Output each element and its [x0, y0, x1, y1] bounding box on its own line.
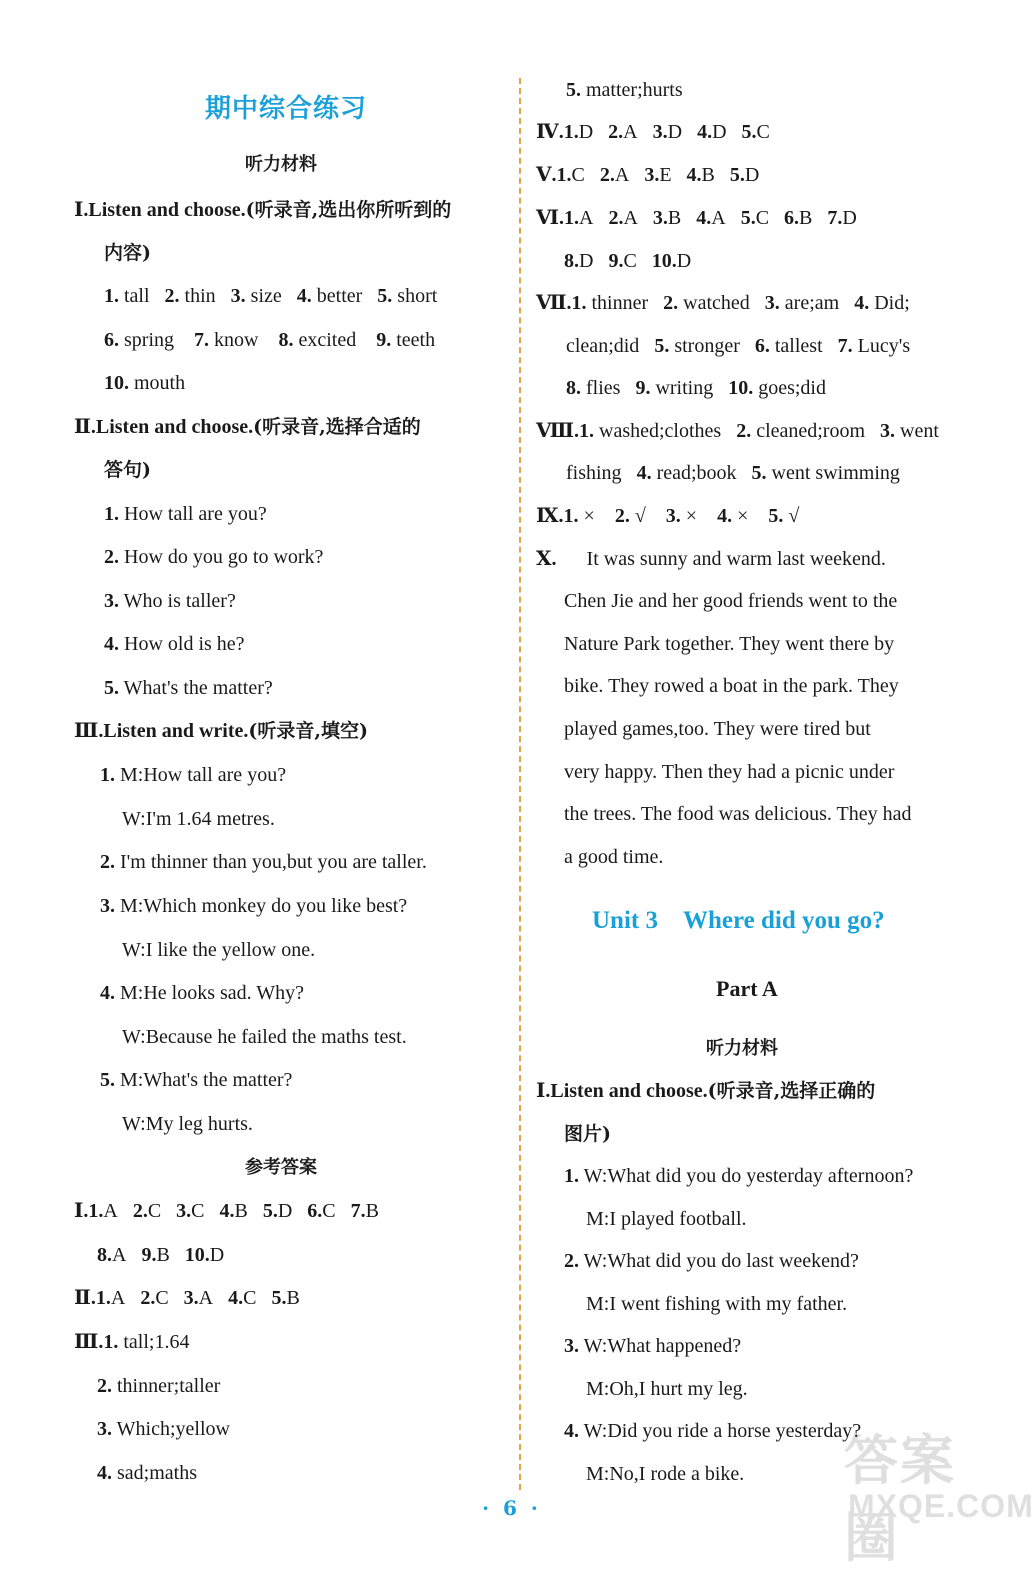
answer-numeral: Ⅸ.: [536, 505, 564, 527]
dialogue-line: [564, 1419, 861, 1443]
unit-title: Unit 3 Where did you go?: [592, 907, 885, 934]
item-text: Who is taller?: [123, 590, 236, 612]
answer-number: 3.: [764, 292, 780, 314]
column-divider: [519, 78, 521, 1490]
answer-number: 7.: [827, 207, 843, 229]
answer-number: 2.: [736, 420, 752, 442]
answer-number: 10.: [184, 1244, 210, 1266]
passage-line: a good time.: [564, 846, 664, 868]
item-number: 2.: [164, 285, 180, 307]
item-word: short: [397, 285, 438, 307]
item-number: 9.: [376, 329, 392, 351]
question-title: Listen and choose.: [95, 416, 254, 438]
answer-value: C: [756, 121, 770, 143]
passage-line: bike. They rowed a boat in the park. They: [564, 675, 899, 697]
answer-value: clean;did: [566, 335, 640, 357]
answer-value: D: [667, 121, 683, 143]
answer-row: [97, 1461, 197, 1485]
answer-number: 5.: [271, 1287, 287, 1309]
watermark-logo: [836, 1418, 1034, 1569]
answer-row: [97, 1417, 230, 1441]
answer-value: flies: [586, 377, 621, 399]
question-instruction: (听录音,选出你所听到的: [245, 199, 452, 221]
answer-row: [536, 120, 770, 144]
passage-line: It was sunny and warm last weekend.: [586, 548, 886, 570]
answer-value: D: [579, 250, 594, 272]
section-heading-answers: 参考答案: [245, 1157, 317, 1178]
item-text: M:How tall are you?: [120, 764, 287, 786]
answer-numeral: Ⅷ.: [536, 420, 579, 442]
question-1-header: [74, 198, 451, 222]
answer-value: D: [209, 1244, 225, 1266]
answer-number: 10.: [728, 377, 754, 399]
answer-number: 9.: [141, 1244, 157, 1266]
answer-value: cleaned;room: [756, 420, 866, 442]
answer-value: C: [571, 164, 585, 186]
answer-number: 4.: [228, 1287, 244, 1309]
answer-value: ×: [685, 505, 698, 527]
answer-value: A: [110, 1287, 126, 1309]
answer-value: C: [147, 1200, 162, 1222]
question-instruction: (听录音,选择合适的: [253, 416, 421, 438]
answer-number: 3.: [176, 1200, 192, 1222]
section-heading-listening: 听力材料: [245, 154, 317, 175]
answer-value: A: [579, 207, 594, 229]
question-instruction-cont: 图片): [564, 1123, 611, 1145]
answer-row: [566, 376, 826, 400]
answer-value: B: [156, 1244, 170, 1266]
item-number: 1.: [100, 764, 115, 786]
answer-number: 3.: [652, 207, 668, 229]
passage-line: the trees. The food was delicious. They had: [564, 803, 912, 825]
question-title: Listen and choose.: [88, 199, 246, 221]
dialogue-line: [100, 763, 286, 787]
item-text: How tall are you?: [124, 503, 267, 525]
question-2-header: [74, 415, 421, 439]
passage-line: Nature Park together. They went there by: [564, 633, 895, 655]
answer-row: [566, 78, 683, 102]
answer-number: 2.: [97, 1375, 112, 1397]
item-number: 6.: [104, 329, 119, 351]
item-word: tall: [124, 285, 150, 307]
item-text: How old is he?: [124, 633, 245, 655]
answer-number: 2.: [132, 1200, 148, 1222]
answer-value: went: [900, 420, 939, 442]
answer-number: 1.: [556, 164, 572, 186]
answer-value: E: [659, 164, 672, 186]
answer-value: √: [788, 505, 800, 527]
answer-value: A: [711, 207, 726, 229]
answer-number: 5.: [740, 207, 756, 229]
answer-number: 2.: [608, 121, 624, 143]
answer-numeral: Ⅱ.: [74, 1287, 96, 1309]
answer-value: went swimming: [771, 462, 900, 484]
answer-number: 3.: [652, 121, 668, 143]
answer-number: 8.: [566, 377, 581, 399]
dialogue-line: W:I like the yellow one.: [122, 939, 316, 961]
answer-row: [564, 249, 691, 273]
answer-value: B: [799, 207, 813, 229]
item-text: How do you go to work?: [124, 546, 324, 568]
answer-value: Did;: [874, 292, 910, 314]
item-number: 4.: [104, 633, 119, 655]
answer-value: ×: [737, 505, 749, 527]
answer-row: [536, 504, 799, 528]
answer-number: 8.: [564, 250, 579, 272]
item-number: 4.: [296, 285, 312, 307]
answer-number: 3.: [644, 164, 660, 186]
answer-number: 5.: [751, 462, 767, 484]
answer-number: 1.: [95, 1287, 111, 1309]
answer-number: 5.: [566, 79, 581, 101]
q1-items-row: [104, 328, 435, 352]
answer-number: 4.: [686, 164, 702, 186]
item-number: 3.: [564, 1335, 579, 1357]
dialogue-line: [100, 981, 304, 1005]
answer-value: Lucy's: [857, 335, 911, 357]
item-number: 5.: [377, 285, 393, 307]
section-heading-listening: 听力材料: [706, 1038, 778, 1059]
item-number: 5.: [100, 1069, 115, 1091]
item-word: better: [316, 285, 363, 307]
answer-value: washed;clothes: [599, 420, 722, 442]
item-text: M:Which monkey do you like best?: [120, 895, 408, 917]
item-word: spring: [124, 329, 174, 351]
list-item: [104, 676, 273, 700]
answer-number: 4.: [219, 1200, 235, 1222]
watermark-text: 答案圈: [844, 1428, 956, 1569]
dialogue-line: M:I went fishing with my father.: [586, 1293, 848, 1315]
answer-number: 1.: [579, 420, 594, 442]
answer-value: A: [614, 164, 630, 186]
answer-number: 6.: [307, 1200, 323, 1222]
dialogue-line: W:I'm 1.64 metres.: [122, 808, 275, 830]
item-number: 2.: [100, 851, 115, 873]
item-number: 8.: [278, 329, 294, 351]
answer-value: writing: [655, 377, 714, 399]
question-numeral: Ⅰ.: [536, 1080, 551, 1102]
answer-value: A: [103, 1200, 118, 1222]
answer-number: 3.: [97, 1418, 112, 1440]
answer-number: 1.: [563, 505, 579, 527]
question-title: Listen and write.: [103, 720, 249, 742]
part-title: Part A: [716, 976, 778, 1001]
answer-number: 2.: [140, 1287, 156, 1309]
answer-value: D: [578, 121, 594, 143]
dialogue-line: M:I played football.: [586, 1208, 747, 1230]
answer-row: [97, 1243, 224, 1267]
answer-number: 6.: [754, 335, 770, 357]
page-number-value: 6: [503, 1496, 517, 1520]
answer-row: [566, 461, 900, 485]
answer-row: [74, 1286, 300, 1310]
answer-value: B: [286, 1287, 300, 1309]
answer-numeral: Ⅳ.: [536, 121, 564, 143]
answer-value: thinner: [591, 292, 649, 314]
dialogue-line: [100, 894, 407, 918]
answer-number: 1.: [103, 1331, 119, 1353]
item-text: W:What did you do yesterday afternoon?: [583, 1165, 914, 1187]
answer-number: 5.: [768, 505, 784, 527]
dialogue-line: [564, 1334, 741, 1358]
answer-number: 10.: [651, 250, 677, 272]
answer-number: 7.: [350, 1200, 366, 1222]
answer-value: fishing: [566, 462, 622, 484]
item-text: W:What did you do last weekend?: [583, 1250, 859, 1272]
answer-number: 3.: [183, 1287, 199, 1309]
answer-numeral: Ⅰ.: [74, 1200, 89, 1222]
item-text: What's the matter?: [123, 677, 273, 699]
answer-value: watched: [683, 292, 750, 314]
page-number-dot: ·: [482, 1496, 490, 1520]
answer-number: 2.: [663, 292, 679, 314]
answer-value: A: [623, 121, 638, 143]
answer-value: B: [701, 164, 715, 186]
item-word: teeth: [396, 329, 436, 351]
answer-value: C: [191, 1200, 205, 1222]
answer-value: C: [755, 207, 770, 229]
item-text: M:What's the matter?: [120, 1069, 293, 1091]
answer-value: thinner;taller: [117, 1375, 221, 1397]
answer-value: read;book: [656, 462, 737, 484]
answer-numeral: Ⅴ.: [536, 164, 557, 186]
question-numeral: Ⅰ.: [74, 199, 89, 221]
item-number: 10.: [104, 372, 129, 394]
answer-number: 6.: [784, 207, 800, 229]
passage-line: played games,too. They were tired but: [564, 718, 871, 740]
answer-number: 3.: [880, 420, 896, 442]
answer-value: C: [243, 1287, 257, 1309]
answer-value: D: [712, 121, 727, 143]
answer-row: [74, 1330, 189, 1354]
answer-row: [566, 334, 910, 358]
answer-number: 2.: [614, 505, 630, 527]
item-word: know: [214, 329, 259, 351]
item-number: 4.: [100, 982, 115, 1004]
item-number: 4.: [564, 1420, 579, 1442]
item-number: 2.: [564, 1250, 579, 1272]
answer-value: ×: [583, 505, 595, 527]
dialogue-line: [564, 1249, 859, 1273]
q1-items-row: [104, 284, 437, 308]
answer-row: [536, 291, 910, 315]
answer-value: D: [744, 164, 760, 186]
page-title: 期中综合练习: [205, 94, 368, 124]
answer-number: 1.: [563, 121, 579, 143]
answer-number: 1.: [88, 1200, 104, 1222]
page-number-dot: ·: [530, 1496, 538, 1520]
answer-value: B: [365, 1200, 379, 1222]
item-word: thin: [184, 285, 216, 307]
answer-value: goes;did: [758, 377, 826, 399]
answer-number: 4.: [697, 121, 713, 143]
list-item: [104, 589, 236, 613]
answer-value: C: [623, 250, 637, 272]
question-3-header: [74, 719, 368, 743]
answer-value: matter;hurts: [586, 79, 683, 101]
answer-number: 5.: [654, 335, 670, 357]
answer-value: sad;maths: [117, 1462, 197, 1484]
item-number: 1.: [104, 285, 119, 307]
page-number: [480, 1496, 540, 1520]
item-word: size: [250, 285, 282, 307]
answer-value: A: [198, 1287, 214, 1309]
answer-numeral: Ⅵ.: [536, 207, 564, 229]
item-number: 3.: [104, 590, 119, 612]
item-text: M:He looks sad. Why?: [120, 982, 305, 1004]
question-instruction-cont: 内容): [104, 242, 151, 264]
answer-value: B: [234, 1200, 248, 1222]
answer-value: B: [667, 207, 682, 229]
item-word: mouth: [134, 372, 186, 394]
answer-value: are;am: [784, 292, 840, 314]
answer-value: tallest: [774, 335, 823, 357]
answer-number: 2.: [599, 164, 615, 186]
item-number: 7.: [194, 329, 209, 351]
answer-row: [536, 547, 886, 571]
answer-value: A: [112, 1244, 127, 1266]
answer-row: [97, 1374, 220, 1398]
dialogue-line: W:My leg hurts.: [122, 1113, 253, 1135]
list-item: [104, 545, 323, 569]
answer-value: √: [634, 505, 646, 527]
answer-number: 9.: [635, 377, 651, 399]
list-item: [104, 502, 267, 526]
item-number: 3.: [100, 895, 115, 917]
answer-value: D: [676, 250, 692, 272]
dialogue-line: M:Oh,I hurt my leg.: [586, 1378, 748, 1400]
item-number: 5.: [104, 677, 119, 699]
question-title: Listen and choose.: [550, 1080, 708, 1102]
answer-value: D: [277, 1200, 293, 1222]
passage-line: very happy. Then they had a picnic under: [564, 761, 895, 783]
answer-number: 1.: [564, 207, 579, 229]
answer-value: Which;yellow: [116, 1418, 230, 1440]
question-1-header: [536, 1079, 875, 1103]
question-instruction: (听录音,填空): [248, 720, 368, 742]
answer-number: 1.: [571, 292, 587, 314]
answer-numeral: Ⅹ.: [536, 548, 557, 570]
dialogue-line: W:Because he failed the maths test.: [122, 1026, 407, 1048]
item-word: excited: [298, 329, 357, 351]
answer-row: [536, 419, 939, 443]
passage-line: Chen Jie and her good friends went to the: [564, 590, 898, 612]
item-number: 1.: [564, 1165, 579, 1187]
answer-value: D: [842, 207, 857, 229]
answer-number: 4.: [717, 505, 733, 527]
answer-numeral: Ⅶ.: [536, 292, 572, 314]
q1-items-row: [104, 371, 185, 395]
item-number: 1.: [104, 503, 119, 525]
answer-value: C: [155, 1287, 169, 1309]
answer-value: tall;1.64: [123, 1331, 190, 1353]
item-number: 3.: [230, 285, 246, 307]
answer-number: 8.: [97, 1244, 112, 1266]
answer-value: stronger: [674, 335, 740, 357]
watermark-url: MXQE.COM: [848, 1488, 1034, 1524]
answer-number: 7.: [837, 335, 853, 357]
dialogue-line: [100, 850, 427, 874]
answer-row: [74, 1199, 379, 1223]
answer-number: 5.: [729, 164, 745, 186]
item-text: I'm thinner than you,but you are taller.: [120, 851, 427, 873]
answer-numeral: Ⅲ.: [74, 1331, 104, 1353]
dialogue-line: [100, 1068, 292, 1092]
answer-number: 4.: [97, 1462, 112, 1484]
question-numeral: Ⅱ.: [74, 416, 96, 438]
item-text: W:What happened?: [583, 1335, 742, 1357]
answer-value: A: [623, 207, 638, 229]
answer-number: 9.: [608, 250, 624, 272]
question-numeral: Ⅲ.: [74, 720, 104, 742]
list-item: [104, 632, 245, 656]
item-text: W:Did you ride a horse yesterday?: [583, 1420, 862, 1442]
answer-number: 4.: [636, 462, 652, 484]
answer-row: [536, 206, 857, 230]
answer-number: 4.: [854, 292, 870, 314]
dialogue-line: M:No,I rode a bike.: [586, 1463, 745, 1485]
answer-row: [536, 163, 759, 187]
dialogue-line: [564, 1164, 913, 1188]
answer-number: 4.: [696, 207, 712, 229]
question-instruction: (听录音,选择正确的: [707, 1080, 876, 1102]
answer-number: 5.: [262, 1200, 278, 1222]
answer-value: C: [322, 1200, 336, 1222]
question-instruction-cont: 答句): [104, 459, 151, 481]
answer-number: 3.: [665, 505, 681, 527]
answer-number: 2.: [608, 207, 624, 229]
answer-number: 5.: [741, 121, 757, 143]
item-number: 2.: [104, 546, 119, 568]
